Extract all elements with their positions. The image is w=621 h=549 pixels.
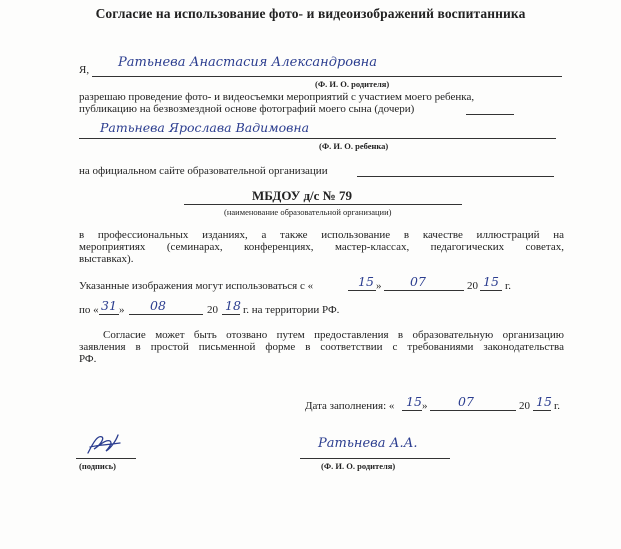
fill-date-month-line <box>430 410 516 411</box>
signature-label: (подпись) <box>79 461 116 471</box>
period-to-year-prefix: 20 <box>207 304 218 316</box>
revocation-line-2: заявления в простой письменной форме в соответствии с требованиями законодательства <box>79 341 564 353</box>
period-from-day-close: » <box>376 280 382 292</box>
period-from-year-line <box>480 290 502 291</box>
child-name-label: (Ф. И. О. ребенка) <box>319 141 389 151</box>
period-to-day-line <box>99 314 119 315</box>
revocation-paragraph <box>79 329 564 365</box>
fill-date-year: 15 <box>536 394 552 409</box>
period-to-prefix: по « <box>79 304 99 316</box>
period-to-day-close: » <box>119 304 125 316</box>
fill-date-month: 07 <box>458 394 474 409</box>
usage-line-3: выставках). <box>79 253 134 265</box>
period-to-year: 18 <box>225 298 241 313</box>
fill-date-day: 15 <box>406 394 422 409</box>
fill-date-year-line <box>533 410 551 411</box>
period-to-day: 31 <box>101 298 117 313</box>
fill-date-suffix: г. <box>554 400 561 412</box>
document-title: Согласие на использование фото- и видеоизображений воспитанника <box>95 6 526 21</box>
parent-name-handwritten: Ратьнева Анастасия Александровна <box>118 55 377 70</box>
permission-text-1: разрешаю проведение фото- и видеосъемки мероприятий с участием моего ребенка, <box>79 91 475 103</box>
period-from-year: 15 <box>483 274 499 289</box>
usage-paragraph <box>79 229 564 265</box>
signer-name-label: (Ф. И. О. родителя) <box>321 461 396 471</box>
usage-line-1: в профессиональных изданиях, а также использование в качестве иллюстраций на <box>79 229 564 241</box>
permission-blank-line <box>466 114 514 115</box>
fill-date-day-close: » <box>422 400 428 412</box>
parent-name-label: (Ф. И. О. родителя) <box>315 79 390 89</box>
site-line <box>357 176 554 177</box>
revocation-line-3: РФ. <box>79 353 97 365</box>
period-from-suffix: г. <box>505 280 512 292</box>
signature-line <box>76 458 136 459</box>
usage-line-2: мероприятиях (семинарах, конференциях, мастер-классах, педагогических советах, <box>79 241 564 253</box>
period-to-suffix: г. на территории РФ. <box>243 304 340 316</box>
parent-name-line <box>92 76 562 77</box>
fill-date-label: Дата заполнения: « <box>305 400 395 412</box>
period-from-year-prefix: 20 <box>467 280 478 292</box>
child-name-handwritten: Ратьнева Ярослава Вадимовна <box>100 120 310 135</box>
signer-name-line <box>300 458 450 459</box>
period-to-year-line <box>222 314 240 315</box>
fill-date-day-line <box>402 410 422 411</box>
period-from-month-line <box>384 290 464 291</box>
period-to-month: 08 <box>150 298 166 313</box>
organization-name: МБДОУ д/с № 79 <box>252 188 353 203</box>
permission-text-2: публикацию на безвозмездной основе фотографий моего сына (дочери) <box>79 103 415 115</box>
period-to-month-line <box>129 314 203 315</box>
signature-icon <box>84 431 124 457</box>
parent-prefix: Я, <box>79 64 90 76</box>
organization-line <box>184 204 462 205</box>
revocation-line-1: Согласие может быть отозвано путем предоставления в образовательную организацию <box>103 329 564 341</box>
site-text: на официальном сайте образовательной организации <box>79 165 328 177</box>
organization-label: (наименование образовательной организации) <box>224 207 392 217</box>
signer-name-handwritten: Ратьнева А.А. <box>318 436 418 451</box>
period-from-month: 07 <box>410 274 426 289</box>
fill-date-year-prefix: 20 <box>519 400 530 412</box>
period-from-text: Указанные изображения могут использоваться с « <box>79 280 314 292</box>
period-from-day: 15 <box>358 274 374 289</box>
child-name-line <box>79 138 556 139</box>
period-from-day-line <box>348 290 376 291</box>
